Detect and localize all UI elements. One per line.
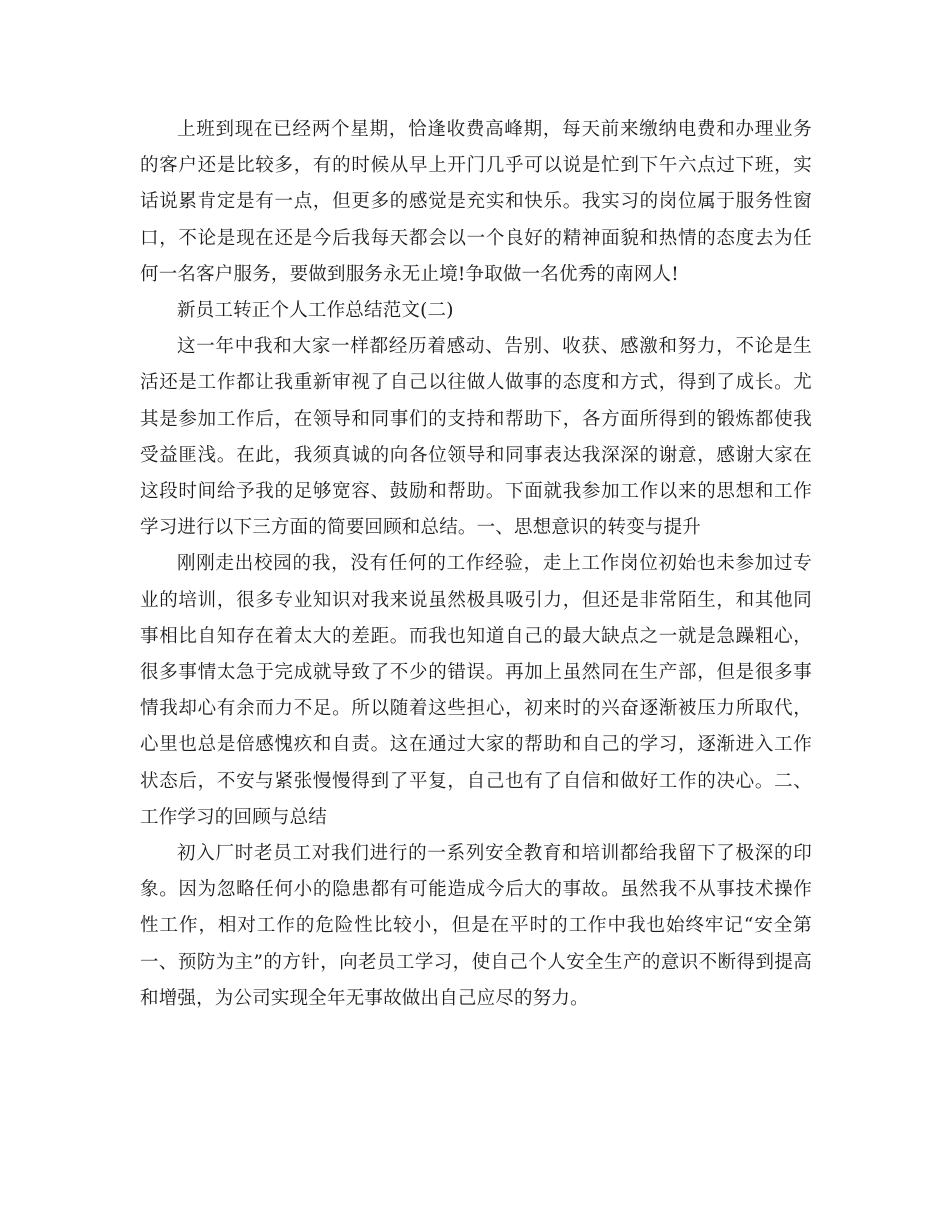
paragraph-new-graduate: 刚刚走出校园的我，没有任何的工作经验，走上工作岗位初始也未参加过专业的培训，很多专业知识对我来说虽然极具吸引力，但还是非常陌生，和其他同事相比自知存在着太大的差距。而我也知道自己的最大缺点之一就是急躁粗心，很多事情太急于完成就导致了不少的错误。再加上虽然同在生产部，但是很多事情我却心有余而力不足。所以随着这些担心，初来时的兴奋逐渐被压力所取代，心里也总是倍感愧疚和自责。这在通过大家的帮助和自己的学习，逐渐进入工作状态后，不安与紧张慢慢得到了平复，自己也有了自信和做好工作的决心。二、工作学习的回顾与总结 (140, 553, 812, 828)
section-heading: 新员工转正个人工作总结范文(二) (177, 300, 454, 322)
paragraph-year-review: 这一年中我和大家一样都经历着感动、告别、收获、感激和努力，不论是生活还是工作都让我重新审视了自己以往做人做事的态度和方式，得到了成长。尤其是参加工作后，在领导和同事们的支持和帮助下，各方面所得到的锻炼都使我受益匪浅。在此，我须真诚的向各位领导和同事表达我深深的谢意，感谢大家在这段时间给予我的足够宽容、鼓励和帮助。下面就我参加工作以来的思想和工作学习进行以下三方面的简要回顾和总结。一、思想意识的转变与提升 (140, 336, 812, 539)
document-page (140, 112, 812, 1017)
paragraph-safety: 初入厂时老员工对我们进行的一系列安全教育和培训都给我留下了极深的印象。因为忽略任何小的隐患都有可能造成今后大的事故。虽然我不从事技术操作性工作，相对工作的危险性比较小，但是在平时的工作中我也始终牢记“安全第一、预防为主”的方针，向老员工学习，使自己个人安全生产的意识不断得到提高和增强，为公司实现全年无事故做出自己应尽的努力。 (140, 843, 812, 1009)
paragraph-service-window: 上班到现在已经两个星期，恰逢收费高峰期，每天前来缴纳电费和办理业务的客户还是比较多，有的时候从早上开门几乎可以说是忙到下午六点过下班，实话说累肯定是有一点，但更多的感觉是充实和快乐。我实习的岗位属于服务性窗口，不论是现在还是今后我每天都会以一个良好的精神面貌和热情的态度去为任何一名客户服务，要做到服务永无止境!争取做一名优秀的南网人! (140, 119, 812, 285)
